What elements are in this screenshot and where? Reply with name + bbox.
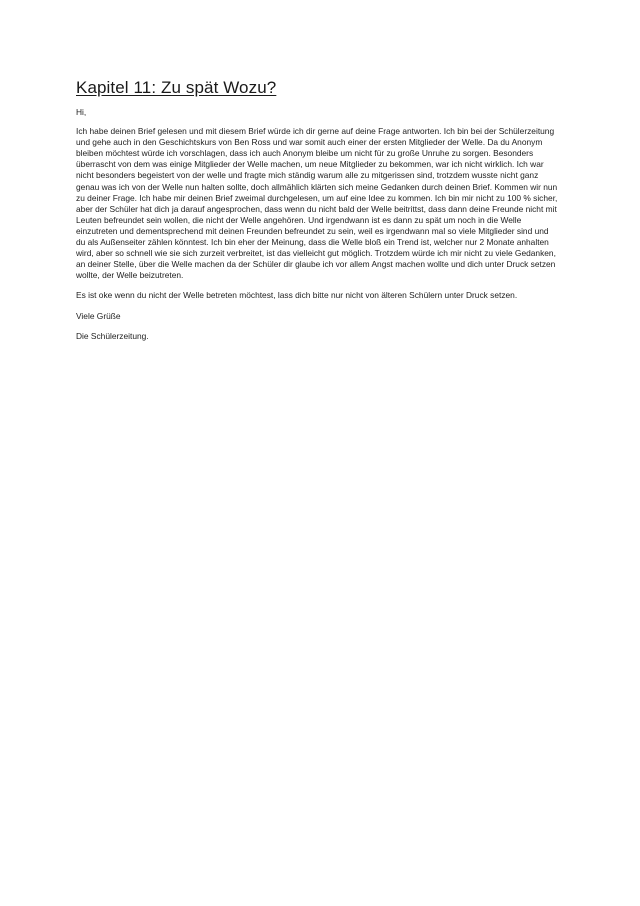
- chapter-title: Kapitel 11: Zu spät Wozu?: [76, 78, 277, 97]
- closing-text: Viele Grüße: [76, 310, 121, 321]
- document-page: [76, 78, 558, 351]
- letter-body-paragraph: Ich habe deinen Brief gelesen und mit diesem Brief würde ich dir gerne auf deine Frage antworten. Ich bin bei der Schülerzeitung und gehe auch in den Geschichtskurs von Ben Ross und war somit auch einer der ersten Mitglieder der Welle. Da du Anonym bleiben möchtest würde ich vorschlagen, dass ich auch Anonym bleibe um nicht für zu große Unruhe zu sorgen. Besonders überrascht von dem was einige Mitglieder der Welle machen, um neue Mitglieder zu bekommen, war ich nicht wirklich. Ich war nicht besonders begeistert von der welle und fragte mich ständig warum alle zu mitgerissen sind, trotzdem wusste nicht ganz genau was ich von der Welle nun halten sollte, doch allmählich klärten sich meine Gedanken durch deinen Brief. Kommen wir nun zu deiner Frage. Ich habe mir deinen Brief zweimal durchgelesen, um auf eine Idee zu kommen. Ich bin mir nicht zu 100 % sicher, aber der Schüler hat dich ja darauf angesprochen, dass wenn du nicht bald der Welle beitrittst, dass dann deine Freunde nicht mit Leuten befreundet sein wollen, die nicht der Welle angehören. Und irgendwann ist es dann zu spät um noch in die Welle einzutreten und dementsprechend mit deinen Freunden befreundet zu sein, weil es irgendwann mal so viele Mitglieder sind und du als Außenseiter zählen könntest. Ich bin eher der Meinung, dass die Welle bloß ein Trend ist, welcher nur 2 Monate anhalten wird, aber so schnell wie sie sich zurzeit verbreitet, ist das vielleicht gut möglich. Trotzdem würde ich mir nicht zu viele Gedanken, an deiner Stelle, über die Welle machen da der Schüler dir glaube ich vor allem Angst machen wollte und dich unter Druck setzen wollte, der Welle beizutreten.: [76, 126, 558, 281]
- advice-paragraph: Es ist oke wenn du nicht der Welle betreten möchtest, lass dich bitte nur nicht von älteren Schülern unter Druck setzen.: [76, 290, 518, 301]
- greeting-text: Hi,: [76, 107, 87, 117]
- signature-text: Die Schülerzeitung.: [76, 330, 149, 341]
